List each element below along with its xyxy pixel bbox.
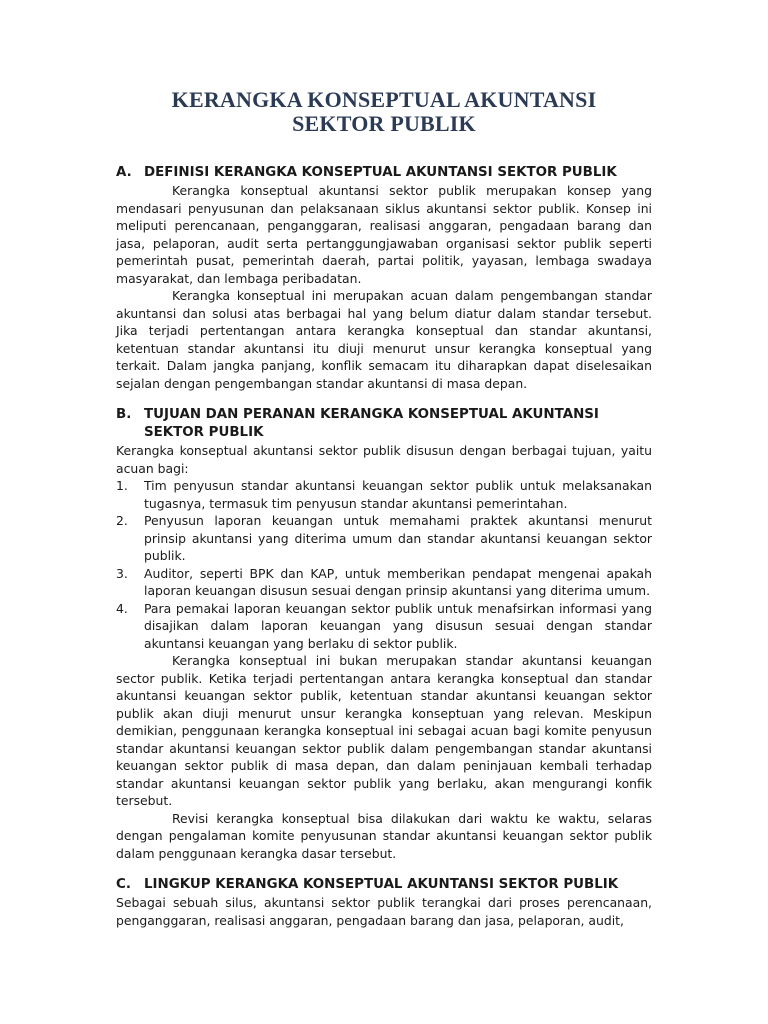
section-heading-text: LINGKUP KERANGKA KONSEPTUAL AKUNTANSI SEKTOR PUBLIK	[144, 877, 619, 892]
section-heading-text: DEFINISI KERANGKA KONSEPTUAL AKUNTANSI SEKTOR PUBLIK	[144, 165, 617, 180]
list-number: 3.	[116, 565, 128, 581]
section-b-paragraph-2: Revisi kerangka konseptual bisa dilakukan dari waktu ke waktu, selaras dengan pengalaman komite penyusunan standar akuntansi keuangan sektor publik dalam penggunaan kerangka dasar tersebut.	[116, 810, 652, 861]
section-letter: C.	[116, 877, 131, 892]
list-number: 4.	[116, 600, 128, 616]
section-a-heading	[116, 164, 652, 182]
title-line-2: SEKTOR PUBLIK	[292, 111, 476, 136]
section-b-intro: Kerangka konseptual akuntansi sektor publik disusun dengan berbagai tujuan, yaitu acuan bagi:	[116, 443, 652, 476]
list-item	[116, 565, 652, 600]
list-number: 1.	[116, 478, 128, 493]
document-title	[116, 88, 652, 136]
list-item	[116, 600, 652, 653]
section-c-intro: Sebagai sebuah silus, akuntansi sektor publik terangkai dari proses perencanaan, penganggaran, realisasi anggaran, pengadaan barang dan jasa, pelaporan, audit,	[116, 895, 652, 928]
section-a	[116, 164, 652, 392]
list-item	[116, 477, 652, 512]
section-letter: B.	[116, 407, 132, 422]
section-a-paragraph-2: Kerangka konseptual ini merupakan acuan dalam pengembangan standar akuntansi dan solusi atas berbagai hal yang belum diatur dalam standar tersebut. Jika terjadi pertentangan antara kerangka konseptual dan standar akuntansi, ketentuan standar akuntansi itu diuji menurut unsur kerangka konseptual yang terkait. Dalam jangka panjang, konflik semacam itu diharapkan dapat diselesaikan sejalan dengan pengembangan standar akuntansi di masa depan.	[116, 288, 652, 391]
section-a-paragraph-1: Kerangka konseptual akuntansi sektor publik merupakan konsep yang mendasari penyusunan dan pelaksanaan siklus akuntansi sektor publik. Konsep ini meliputi perencanaan, penganggaran, realisasi anggaran, pengadaan barang dan jasa, pelaporan, audit serta pertanggungjawaban organisasi sektor publik seperti pemerintah pusat, pemerintah daerah, partai politik, yayasan, lembaga swadaya masyarakat, dan lembaga peribadatan.	[116, 183, 652, 286]
section-letter: A.	[116, 165, 132, 180]
list-number: 2.	[116, 513, 128, 528]
section-c-heading	[116, 876, 652, 894]
section-c	[116, 876, 652, 929]
section-b-heading	[116, 406, 652, 442]
list-item	[116, 512, 652, 565]
title-line-1: KERANGKA KONSEPTUAL AKUNTANSI	[171, 87, 597, 112]
list-text: Tim penyusun standar akuntansi keuangan sektor publik untuk melaksanakan tugasnya, termasuk tim penyusun standar akuntansi pemerintahan.	[144, 478, 652, 511]
list-text: Auditor, seperti BPK dan KAP, untuk memberikan pendapat mengenai apakah laporan keuangan disusun sesuai dengan prinsip akuntansi yang diterima umum.	[144, 565, 652, 598]
purpose-list	[116, 477, 652, 652]
section-heading-text: TUJUAN DAN PERANAN KERANGKA KONSEPTUAL AKUNTANSI SEKTOR PUBLIK	[144, 407, 599, 440]
list-text: Para pemakai laporan keuangan sektor publik untuk menafsirkan informasi yang disajikan dalam laporan keuangan yang disusun sesuai dengan standar akuntansi keuangan yang berlaku di sektor publik.	[144, 600, 652, 651]
section-b	[116, 406, 652, 862]
section-b-paragraph-1: Kerangka konseptual ini bukan merupakan standar akuntansi keuangan sector publik. Ketika terjadi pertentangan antara kerangka konseptual dan standar akuntansi keuangan sektor publik, ketentuan standar akuntansi keuangan sektor publik akan diuji menurut unsur kerangka konseptuan yang relevan. Meskipun demikian, penggunaan kerangka konseptual ini sebagai acuan bagi komite penyusun standar akuntansi keuangan sektor publik dalam pengembangan standar akuntansi keuangan sektor publik di masa depan, dan dalam peninjauan kembali terhadap standar akuntansi keuangan sektor publik yang berlaku, akan mengurangi konfik tersebut.	[116, 653, 652, 808]
list-text: Penyusun laporan keuangan untuk memahami praktek akuntansi menurut prinsip akuntansi yang diterima umum dan standar akuntansi keuangan sektor publik.	[144, 513, 652, 563]
